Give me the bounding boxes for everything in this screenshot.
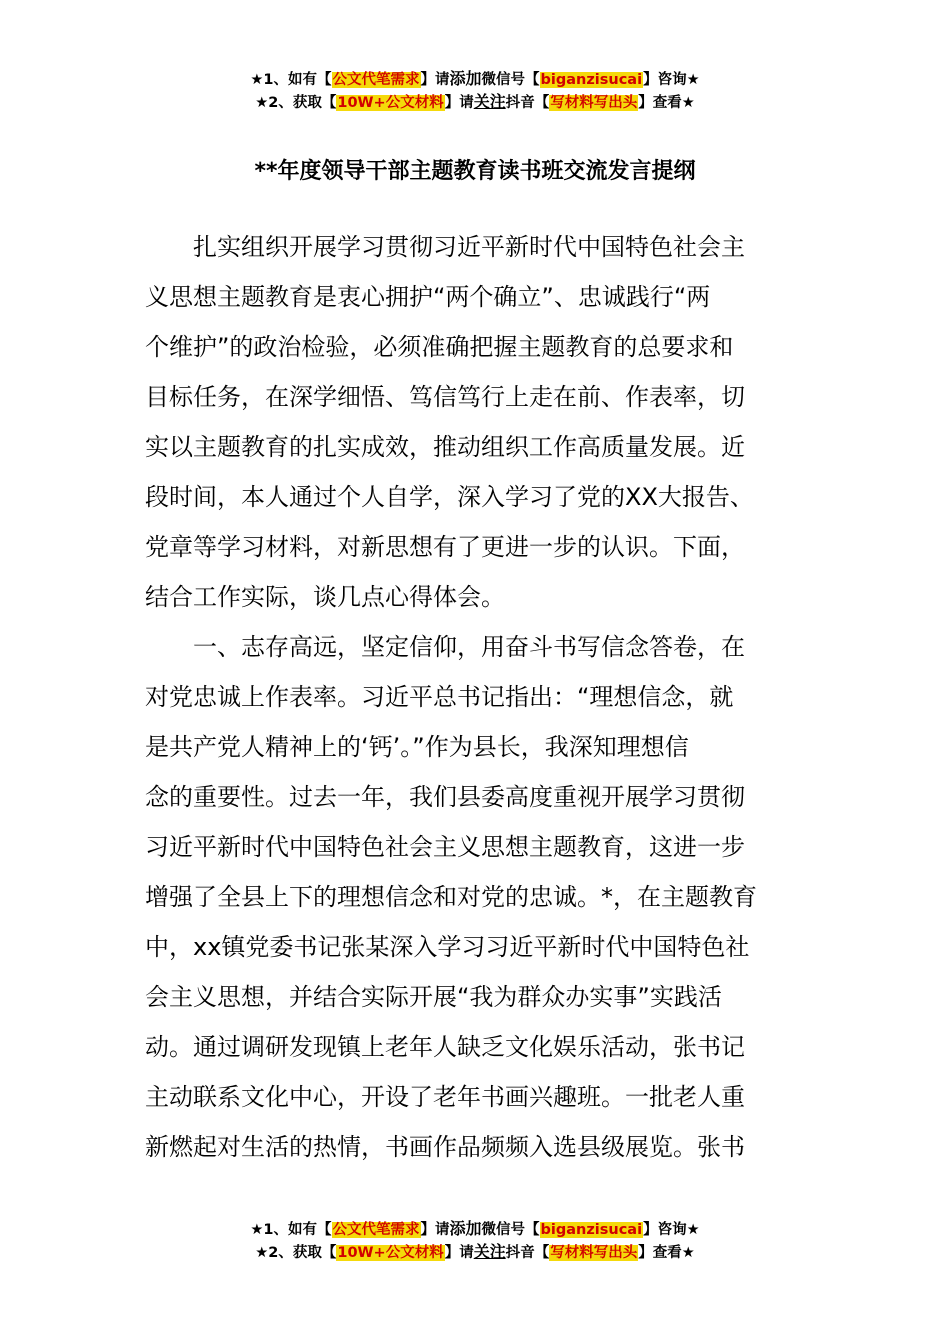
- text-line: 个维护”的政治检验，必须准确把握主题教育的总要求和: [145, 333, 734, 361]
- text-line: 是共产党人精神上的‘钙’。”作为县长，我深知理想信: [145, 733, 689, 761]
- text-line: 会主义思想，并结合实际开展“我为群众办实事”实践活: [145, 983, 722, 1011]
- highlight-materials: 10W+公文材料: [337, 1245, 444, 1261]
- banner-text: 关注: [473, 1242, 506, 1261]
- banner-text: 微信号【: [481, 1222, 540, 1238]
- header-banner: [0, 68, 950, 114]
- highlight-materials: 10W+公文材料: [337, 95, 444, 111]
- highlight-wechat-id: biganzisucai: [540, 1222, 643, 1238]
- banner-text: 添加: [449, 69, 482, 88]
- banner-text: 】查看★: [638, 1245, 695, 1261]
- text-line: 念的重要性。过去一年，我们县委高度重视开展学习贯彻: [145, 783, 745, 811]
- banner-text: 关注: [473, 92, 506, 111]
- banner-text: ★1、如有【: [250, 72, 332, 88]
- highlight-douyin-id: 写材料写出头: [550, 95, 638, 111]
- text-line: 段时间，本人通过个人自学，深入学习了党的XX大报告、: [145, 483, 754, 511]
- document-body: [145, 222, 805, 1172]
- highlight-service: 公文代笔需求: [332, 1222, 420, 1238]
- banner-text: 】请: [444, 1245, 474, 1261]
- text-line: 实以主题教育的扎实成效，推动组织工作高质量发展。近: [145, 433, 745, 461]
- text-line: 增强了全县上下的理想信念和对党的忠诚。*，在主题教育: [145, 883, 757, 911]
- banner-text: ★2、获取【: [255, 95, 337, 111]
- text-line: 义思想主题教育是衷心拥护“两个确立”、忠诚践行“两: [145, 283, 711, 311]
- banner-line-1: [0, 1218, 950, 1241]
- banner-text: 抖音【: [505, 95, 550, 111]
- banner-text: 抖音【: [505, 1245, 550, 1261]
- footer-banner: [0, 1218, 950, 1264]
- banner-text: ★2、获取【: [255, 1245, 337, 1261]
- banner-text: 】请: [444, 95, 474, 111]
- banner-text: 】查看★: [638, 95, 695, 111]
- highlight-service: 公文代笔需求: [332, 72, 420, 88]
- text-line: 新燃起对生活的热情，书画作品频频入选县级展览。张书: [145, 1133, 745, 1161]
- banner-line-2: [0, 1241, 950, 1264]
- document-title: **年度领导干部主题教育读书班交流发言提纲: [254, 159, 696, 184]
- text-line: 扎实组织开展学习贯彻习近平新时代中国特色社会主: [193, 233, 745, 261]
- text-line: 主动联系文化中心，开设了老年书画兴趣班。一批老人重: [145, 1083, 745, 1111]
- text-line: 结合工作实际，谈几点心得体会。: [145, 583, 505, 611]
- text-line: 中，xx镇党委书记张某深入学习习近平新时代中国特色社: [145, 933, 750, 961]
- banner-text: ★1、如有【: [250, 1222, 332, 1238]
- banner-text: 微信号【: [481, 72, 540, 88]
- banner-text: 】咨询★: [643, 1222, 700, 1238]
- banner-text: 】咨询★: [643, 72, 700, 88]
- banner-text: 添加: [449, 1219, 482, 1238]
- text-line: 习近平新时代中国特色社会主义思想主题教育，这进一步: [145, 833, 745, 861]
- text-line: 一、志存高远，坚定信仰，用奋斗书写信念答卷，在: [193, 633, 745, 661]
- highlight-douyin-id: 写材料写出头: [550, 1245, 638, 1261]
- banner-line-2: [0, 91, 950, 114]
- text-line: 目标任务，在深学细悟、笃信笃行上走在前、作表率，切: [145, 383, 745, 411]
- banner-line-1: [0, 68, 950, 91]
- highlight-wechat-id: biganzisucai: [540, 72, 643, 88]
- text-line: 对党忠诚上作表率。习近平总书记指出：“理想信念，就: [145, 683, 734, 711]
- banner-text: 】请: [420, 1222, 450, 1238]
- paragraph: [145, 222, 805, 622]
- text-line: 动。通过调研发现镇上老年人缺乏文化娱乐活动，张书记: [145, 1033, 745, 1061]
- banner-text: 】请: [420, 72, 450, 88]
- text-line: 党章等学习材料，对新思想有了更进一步的认识。下面，: [145, 533, 745, 561]
- paragraph: [145, 622, 805, 1172]
